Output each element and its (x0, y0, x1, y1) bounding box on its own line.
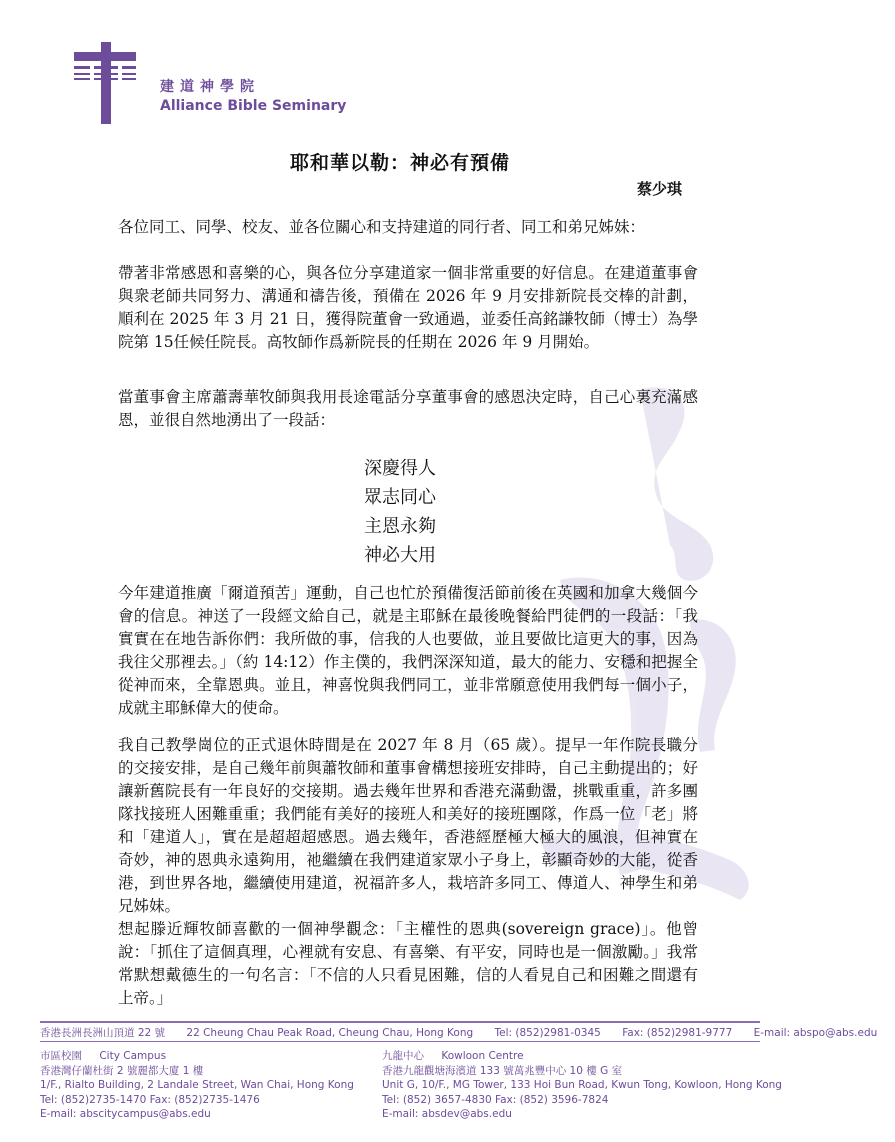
main-email[interactable]: E-mail: abspo@abs.edu (753, 1027, 878, 1039)
org-name-chinese: 建道神學院 (160, 79, 260, 95)
footer-divider (40, 1041, 760, 1042)
main-address-zh: 香港長洲長洲山頂道 22 號 (40, 1027, 166, 1039)
footer-city-campus (40, 1049, 354, 1122)
city-tel-fax: Tel: (852)2735-1470 Fax: (852)2735-1476 (40, 1093, 260, 1106)
city-address-zh: 香港灣仔蘭杜街 2 號麗都大廈 1 樓 (40, 1064, 204, 1077)
poem-line: 眾志同心 (364, 487, 436, 508)
paragraph-2: 當董事會主席蕭壽華牧師與我用長途電話分享董事會的感恩決定時，自己心裏充滿感恩，並很自然地湧出了一段話： (118, 388, 698, 429)
footer-main-campus (40, 1025, 895, 1040)
cross-logo-icon (72, 42, 138, 124)
kowloon-name-en: Kowloon Centre (441, 1050, 524, 1062)
poem-line: 神必大用 (364, 545, 436, 566)
footer-kowloon-centre (382, 1049, 782, 1122)
poem (0, 454, 800, 570)
paragraph-5: 想起滕近輝牧師喜歡的一個神學觀念：「主權性的恩典(sovereign grace)」。他曾說：「抓住了這個真理，心裡就有安息、有喜樂、有平安，同時也是一個激勵。」我常常默想戴德生的一句名言：「不信的人只看見困難，信的人看見自己和困難之間還有上帝。」 (118, 920, 698, 1007)
paragraph-1: 帶著非常感恩和喜樂的心，與各位分享建道家一個非常重要的好信息。在建道董事會與衆老師共同努力、溝通和禱告後，預備在 2026 年 9 月安排新院長交棒的計劃，順利在 2025 年 3 月 21 日，獲得院董會一致通過，並委任高銘謙牧師（博士）為學院第 15任候任院長。高牧師作爲新院長的任期在 2026 年 9 月開始。 (118, 264, 698, 351)
kowloon-address-en: Unit G, 10/F., MG Tower, 133 Hoi Bun Road, Kwun Tong, Kowloon, Hong Kong (382, 1079, 782, 1091)
main-address-en: 22 Cheung Chau Peak Road, Cheung Chau, Hong Kong (186, 1027, 474, 1039)
paragraph-4: 我自己教學崗位的正式退休時間是在 2027 年 8 月（65 歲）。提早一年作院長職分的交接安排，是自己幾年前與蕭牧師和董事會構想接班安排時，自己主動提出的；好讓新舊院長有一年良好的交接期。過去幾年世界和香港充滿動盪，挑戰重重，許多團隊找接班人困難重重；我們能有美好的接班人和美好的接班團隊，作爲一位「老」將和「建道人」，實在是超超超感恩。過去幾年，香港經歷極大極大的風浪，但神實在奇妙，神的恩典永遠夠用，祂繼續在我們建道家眾小子身上，彰顯奇妙的大能，從香港，到世界各地，繼續使用建道，祝福許多人，栽培許多同工、傳道人、神學生和弟兄姊妹。 (118, 736, 698, 915)
footer-divider (40, 1021, 760, 1023)
article-author: 蔡少琪 (636, 180, 682, 198)
city-address-en: 1/F., Rialto Building, 2 Landale Street, Wan Chai, Hong Kong (40, 1079, 354, 1091)
paragraph-3: 今年建道推廣「爾道預苦」運動，自己也忙於預備復活節前後在英國和加拿大幾個今會的信息。神送了一段經文給自己，就是主耶穌在最後晚餐給門徒們的一段話：「我實實在在地告訴你們：我所做的事，信我的人也要做，並且要做比這更大的事，因為我往父那裡去。」（約 14:12）作主僕的，我們深深知道，最大的能力、安穩和把握全從神而來，全靠恩典。並且，神喜悅與我們同工，並非常願意使用我們每一個小子，成就主耶穌偉大的使命。 (118, 584, 698, 717)
kowloon-email[interactable]: E-mail: absdev@abs.edu (382, 1108, 512, 1120)
city-email[interactable]: E-mail: abscitycampus@abs.edu (40, 1108, 211, 1120)
main-fax: Fax: (852)2981-9777 (622, 1027, 733, 1039)
greeting: 各位同工、同學、校友、並各位關心和支持建道的同行者、同工和弟兄姊妹： (118, 218, 646, 236)
poem-line: 主恩永夠 (364, 516, 436, 537)
kowloon-tel-fax: Tel: (852) 3657-4830 Fax: (852) 3596-7824 (382, 1093, 609, 1106)
city-name-zh: 市區校園 (40, 1050, 82, 1062)
main-tel: Tel: (852)2981-0345 (494, 1027, 601, 1039)
article-title: 耶和華以勒：神必有預備 (289, 152, 510, 174)
org-name-english: Alliance Bible Seminary (160, 98, 347, 114)
poem-line: 深慶得人 (364, 458, 436, 479)
kowloon-address-zh: 香港九龍觀塘海濱道 133 號萬兆豐中心 10 樓 G 室 (382, 1064, 623, 1077)
kowloon-name-zh: 九龍中心 (382, 1050, 424, 1062)
city-name-en: City Campus (99, 1050, 167, 1062)
